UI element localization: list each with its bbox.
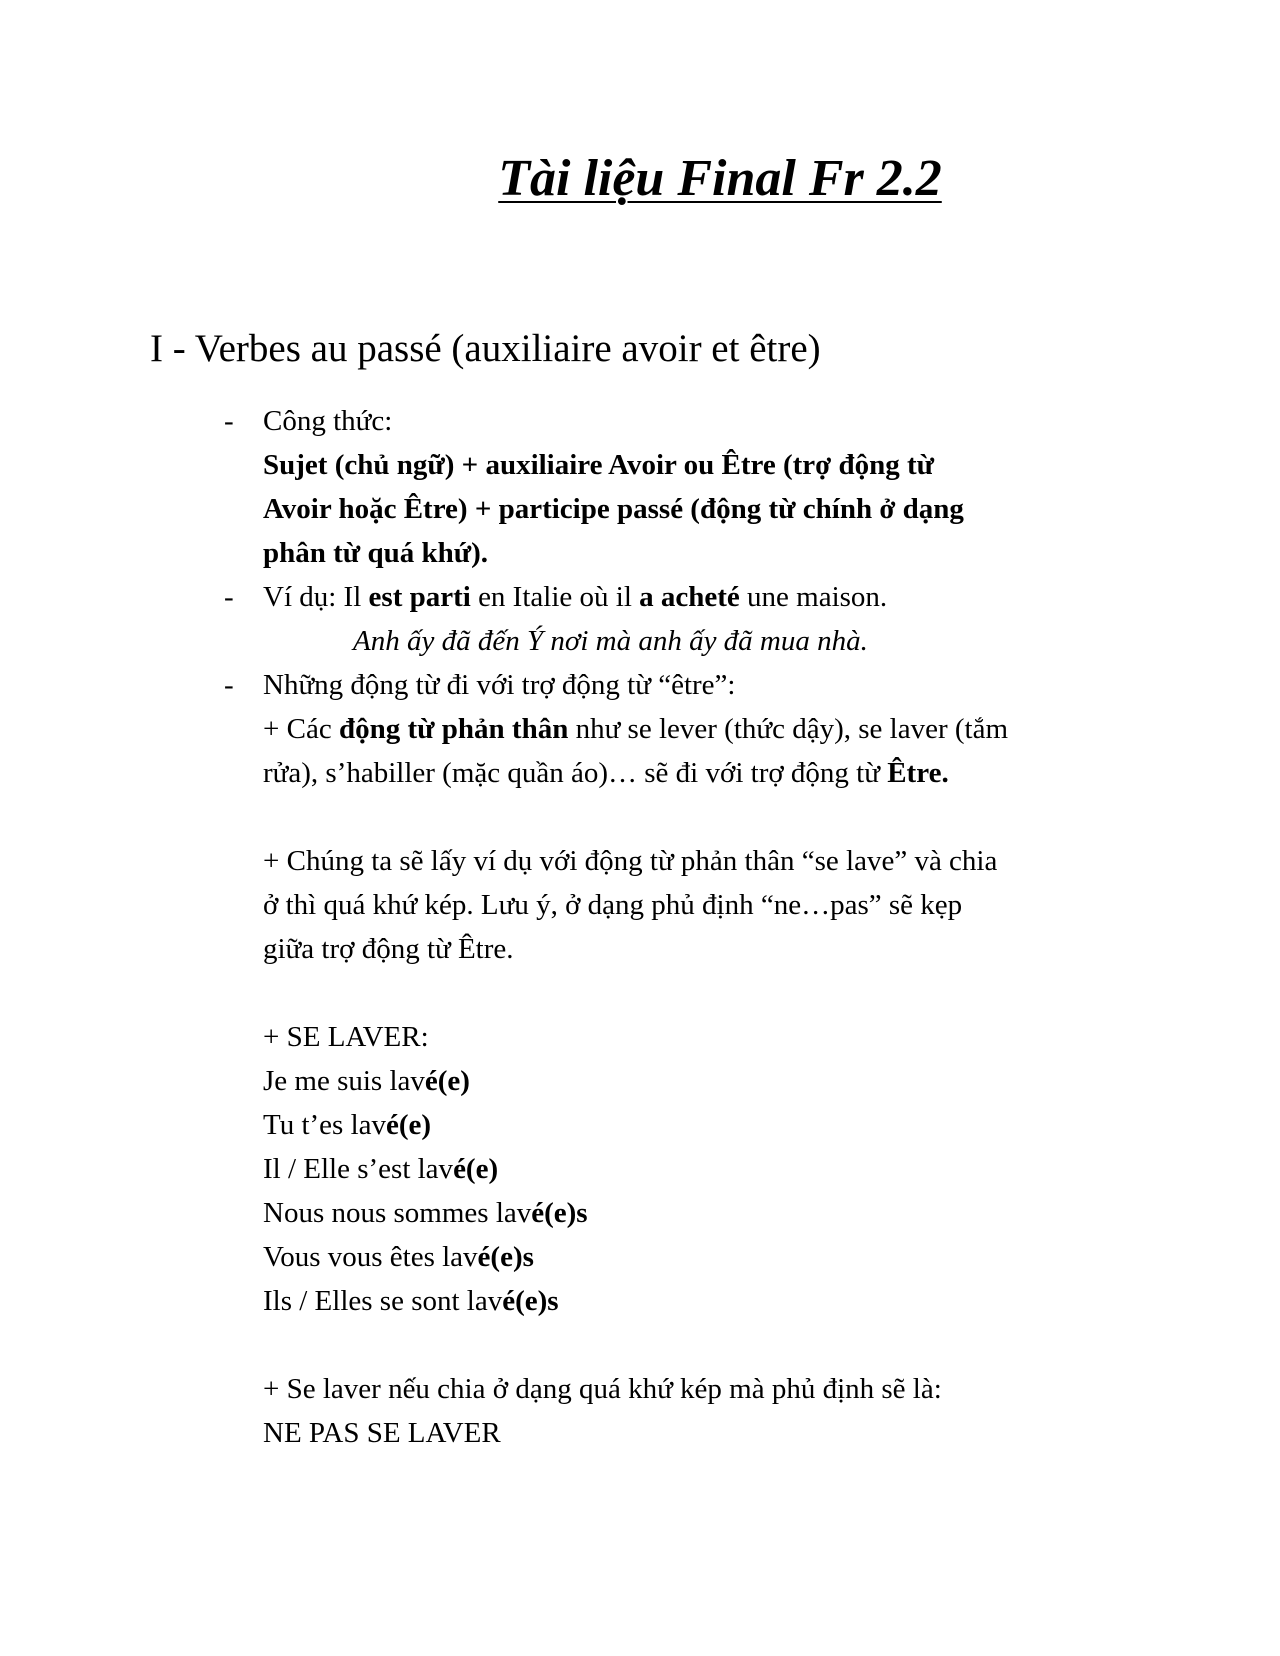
conjugation-ending: é(e)s [502, 1285, 559, 1317]
bullet-dash: - [224, 581, 234, 613]
formula-line: Avoir hoặc Être) + participe passé (động từ chính ở dạng [263, 493, 964, 525]
note-text: rửa), s’habiller (mặc quần áo)… sẽ đi với trợ động từ [263, 757, 888, 789]
reflexive-note-line [263, 707, 1154, 751]
conjugation-ending: é(e)s [477, 1241, 534, 1273]
bullet-dash: - [224, 669, 234, 701]
conjugation-label: + SE LAVER: [263, 1021, 429, 1053]
formula-line: phân từ quá khứ). [263, 537, 489, 569]
etre-verbs-label: Những động từ đi với trợ động từ “être”: [263, 669, 736, 701]
example-text: en Italie où il [470, 581, 640, 613]
conjugation-stem: Je me suis lav [263, 1065, 425, 1097]
conjugation-stem: Vous vous êtes lav [263, 1241, 478, 1273]
bullet-formula [224, 399, 1154, 575]
conjugation-stem: Tu t’es lav [263, 1109, 386, 1141]
conjugation-stem: Ils / Elles se sont lav [263, 1285, 503, 1317]
conjugation-row [263, 1191, 1154, 1235]
note-emphasis: Être. [887, 757, 949, 789]
note-text: + Các [263, 713, 339, 745]
bullet-dash: - [224, 405, 234, 437]
conjugation-ending: é(e) [453, 1153, 499, 1185]
conjugation-ending: é(e) [386, 1109, 432, 1141]
conjugation-stem: Il / Elle s’est lav [263, 1153, 454, 1185]
conjugation-row [263, 1147, 1154, 1191]
example-text: une maison. [739, 581, 888, 613]
conjugation-ending: é(e)s [531, 1197, 588, 1229]
example-note-line: + Chúng ta sẽ lấy ví dụ với động từ phản thân “se lave” và chia [263, 845, 998, 877]
note-text: như se lever (thức dậy), se laver (tắm [568, 713, 1009, 745]
note-emphasis: động từ phản thân [338, 713, 569, 745]
example-emphasis: est parti [368, 581, 471, 613]
conjugation-row [263, 1059, 1154, 1103]
document-title: Tài liệu Final Fr 2.2 [498, 150, 942, 207]
example-note-line: giữa trợ động từ Être. [263, 933, 514, 965]
formula-label: Công thức: [263, 405, 393, 437]
formula-line: Sujet (chủ ngữ) + auxiliaire Avoir ou Être (trợ động từ [263, 449, 935, 481]
negation-note: + Se laver nếu chia ở dạng quá khứ kép mà phủ định sẽ là: [263, 1373, 942, 1405]
paragraph-gap [263, 971, 1154, 1015]
bullet-etre-verbs [224, 663, 1154, 1455]
example-text: Ví dụ: Il [263, 581, 369, 613]
paragraph-gap [263, 1323, 1154, 1367]
conjugation-list [263, 1059, 1154, 1323]
example-translation: Anh ấy đã đến Ý nơi mà anh ấy đã mua nhà. [353, 625, 868, 657]
example-sentence [263, 575, 1154, 619]
paragraph-gap [263, 795, 1154, 839]
reflexive-note-line [263, 751, 1154, 795]
conjugation-row [263, 1103, 1154, 1147]
section-heading: I - Verbes au passé (auxiliaire avoir et être) [150, 327, 821, 370]
example-note-line: ở thì quá khứ kép. Lưu ý, ở dạng phủ định “ne…pas” sẽ kẹp [263, 889, 963, 921]
conjugation-ending: é(e) [424, 1065, 470, 1097]
conjugation-row [263, 1235, 1154, 1279]
conjugation-stem: Nous nous sommes lav [263, 1197, 532, 1229]
bullet-example [224, 575, 1154, 663]
negation-value: NE PAS SE LAVER [263, 1417, 501, 1449]
example-emphasis: a acheté [639, 581, 740, 613]
section-content [224, 399, 1154, 1455]
conjugation-row [263, 1279, 1154, 1323]
